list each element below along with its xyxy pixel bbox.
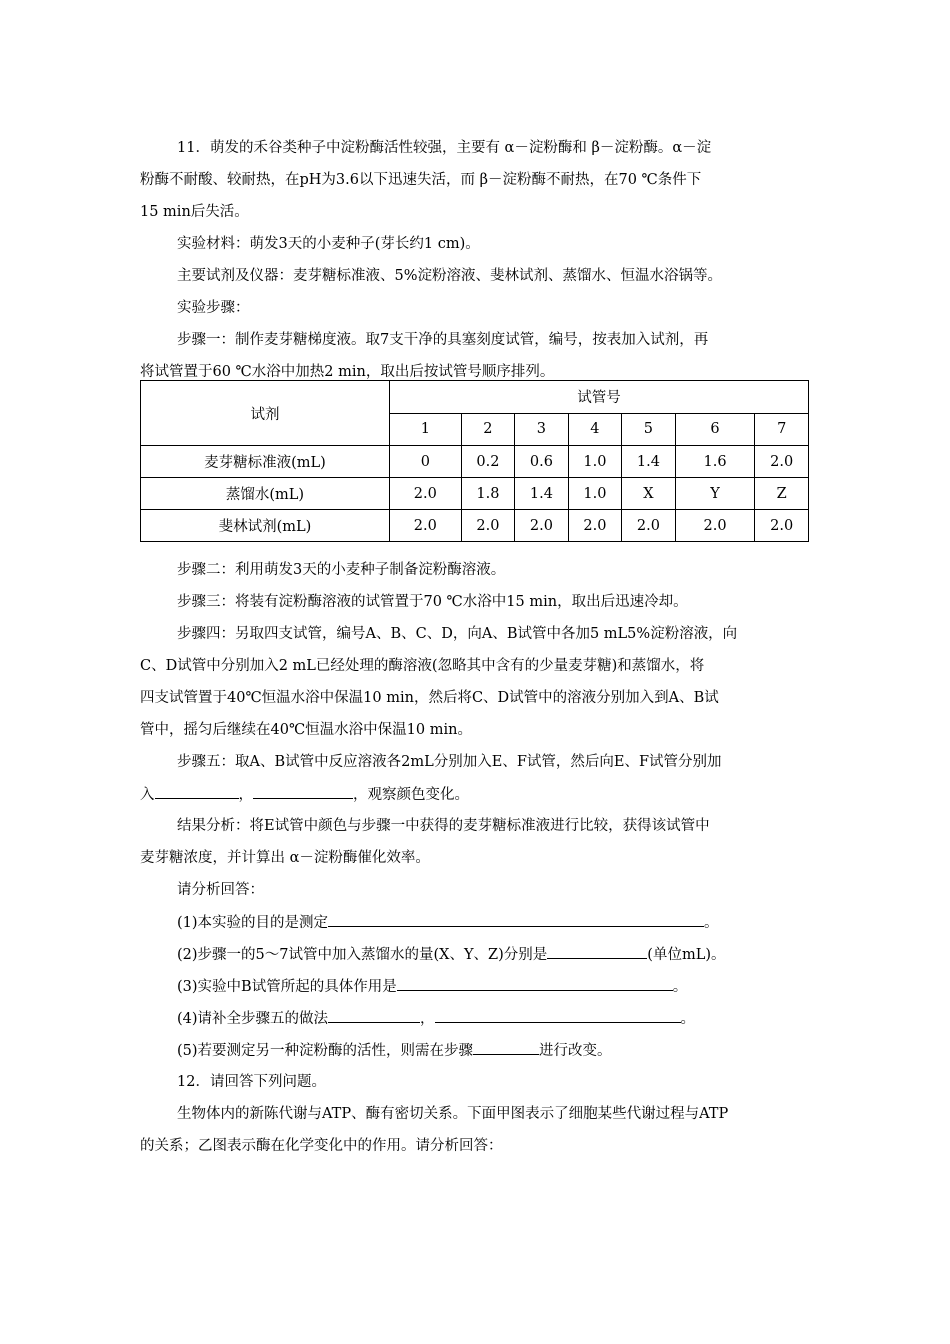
sub4-text: ， (420, 1011, 435, 1027)
step3-line: 步骤三：将装有淀粉酶溶液的试管置于70 ℃水浴中15 min，取出后迅速冷却。 (177, 594, 688, 610)
row-label: 蒸馏水(mL) (141, 478, 390, 510)
answer-blank[interactable] (253, 784, 353, 799)
table-cell: 0.2 (461, 446, 515, 478)
tube-number-cell: 4 (568, 413, 622, 446)
table-cell: 1.4 (622, 446, 676, 478)
sub-question-2 (177, 944, 857, 965)
sub3-text: (3)实验中B试管所起的具体作用是 (177, 979, 397, 995)
maltose-gradient-table (140, 380, 809, 542)
table-cell: 1.6 (675, 446, 755, 478)
sub-question-4 (177, 1008, 857, 1029)
step5-line-1: 步骤五：取A、B试管中反应溶液各2mL分别加入E、F试管，然后向E、F试管分别加 (177, 754, 722, 770)
table-cell: 0 (390, 446, 462, 478)
answer-blank[interactable] (473, 1040, 539, 1055)
table-cell: Y (675, 478, 755, 510)
table-cell: 2.0 (390, 478, 462, 510)
tube-number-cell: 6 (675, 413, 755, 446)
tube-number-cell: 3 (515, 413, 569, 446)
answer-blank[interactable] (547, 944, 647, 959)
table-cell: 1.0 (568, 446, 622, 478)
sub2-text: (单位mL)。 (647, 947, 726, 963)
step5-text: ， (238, 787, 253, 803)
row-label: 斐林试剂(mL) (141, 510, 390, 542)
answer-blank[interactable] (328, 1008, 420, 1023)
table-cell: 1.4 (515, 478, 569, 510)
table-row (141, 478, 809, 510)
step2-line: 步骤二：利用萌发3天的小麦种子制备淀粉酶溶液。 (177, 562, 506, 578)
tube-header-cell: 试管号 (390, 381, 809, 414)
table-cell: 1.8 (461, 478, 515, 510)
table-cell: 0.6 (515, 446, 569, 478)
ask-line: 请分析回答： (177, 882, 264, 898)
sub-question-5 (177, 1040, 857, 1061)
sub2-text: (2)步骤一的5～7试管中加入蒸馏水的量(X、Y、Z)分别是 (177, 947, 548, 963)
sub5-text: 进行改变。 (539, 1043, 612, 1059)
q12-line-2: 的关系；乙图表示酶在化学变化中的作用。请分析回答： (140, 1138, 503, 1154)
step1-line-2: 将试管置于60 ℃水浴中加热2 min，取出后按试管号顺序排列。 (140, 364, 555, 380)
q11-line-3: 15 min后失活。 (140, 204, 249, 220)
reagents-line: 主要试剂及仪器：麦芽糖标准液、5%淀粉溶液、斐林试剂、蒸馏水、恒温水浴锅等。 (177, 268, 722, 284)
step4-line-3: 四支试管置于40℃恒温水浴中保温10 min，然后将C、D试管中的溶液分别加入到A、B试 (140, 690, 719, 706)
table-cell: 2.0 (675, 510, 755, 542)
tube-number-cell: 7 (755, 413, 809, 446)
answer-blank[interactable] (328, 912, 704, 927)
sub1-text: (1)本实验的目的是测定 (177, 915, 329, 931)
result-line-2: 麦芽糖浓度，并计算出 α－淀粉酶催化效率。 (140, 850, 430, 866)
table-cell: 1.0 (568, 478, 622, 510)
step4-line-1: 步骤四：另取四支试管，编号A、B、C、D，向A、B试管中各加5 mL5%淀粉溶液，向 (177, 626, 738, 642)
sub5-text: (5)若要测定另一种淀粉酶的活性，则需在步骤 (177, 1043, 474, 1059)
steps-title: 实验步骤： (177, 300, 250, 316)
step4-line-4: 管中，摇匀后继续在40℃恒温水浴中保温10 min。 (140, 722, 472, 738)
sub3-text: 。 (672, 979, 688, 995)
tube-number-cell: 2 (461, 413, 515, 446)
table-header-row (141, 381, 809, 414)
reagent-header-cell: 试剂 (141, 381, 390, 446)
sub4-text: (4)请补全步骤五的做法 (177, 1011, 329, 1027)
q12-title: 12．请回答下列问题。 (177, 1074, 326, 1090)
q11-line-1: 11．萌发的禾谷类种子中淀粉酶活性较强，主要有 α－淀粉酶和 β－淀粉酶。α－淀 (177, 140, 712, 156)
table-cell: 2.0 (622, 510, 676, 542)
step5-text: 入 (140, 787, 155, 803)
table-cell: 2.0 (461, 510, 515, 542)
q12-line-1: 生物体内的新陈代谢与ATP、酶有密切关系。下面甲图表示了细胞某些代谢过程与ATP (177, 1106, 729, 1122)
table-cell: 2.0 (568, 510, 622, 542)
sub4-text: 。 (680, 1011, 696, 1027)
sub-question-1 (177, 912, 857, 933)
tube-number-cell: 1 (390, 413, 462, 446)
row-label: 麦芽糖标准液(mL) (141, 446, 390, 478)
answer-blank[interactable] (155, 784, 239, 799)
materials-line: 实验材料：萌发3天的小麦种子(芽长约1 cm)。 (177, 236, 480, 252)
table-cell: 2.0 (390, 510, 462, 542)
table-row (141, 510, 809, 542)
tube-number-cell: 5 (622, 413, 676, 446)
table-cell: X (622, 478, 676, 510)
table-cell: 2.0 (755, 510, 809, 542)
q11-line-2: 粉酶不耐酸、较耐热，在pH为3.6以下迅速失活，而 β－淀粉酶不耐热，在70 ℃条件下 (140, 172, 702, 188)
step5-line-2 (140, 784, 820, 805)
table-cell: 2.0 (515, 510, 569, 542)
step5-text: ，观察颜色变化。 (353, 787, 469, 803)
sub1-text: 。 (704, 915, 719, 931)
result-line-1: 结果分析：将E试管中颜色与步骤一中获得的麦芽糖标准液进行比较，获得该试管中 (177, 818, 710, 834)
sub-question-3 (177, 976, 857, 997)
table-cell: Z (755, 478, 809, 510)
answer-blank[interactable] (435, 1008, 681, 1023)
table-row (141, 446, 809, 478)
step4-line-2: C、D试管中分别加入2 mL已经处理的酶溶液(忽略其中含有的少量麦芽糖)和蒸馏水，将 (140, 658, 705, 674)
step1-line-1: 步骤一：制作麦芽糖梯度液。取7支干净的具塞刻度试管，编号，按表加入试剂，再 (177, 332, 709, 348)
answer-blank[interactable] (397, 976, 673, 991)
table-cell: 2.0 (755, 446, 809, 478)
